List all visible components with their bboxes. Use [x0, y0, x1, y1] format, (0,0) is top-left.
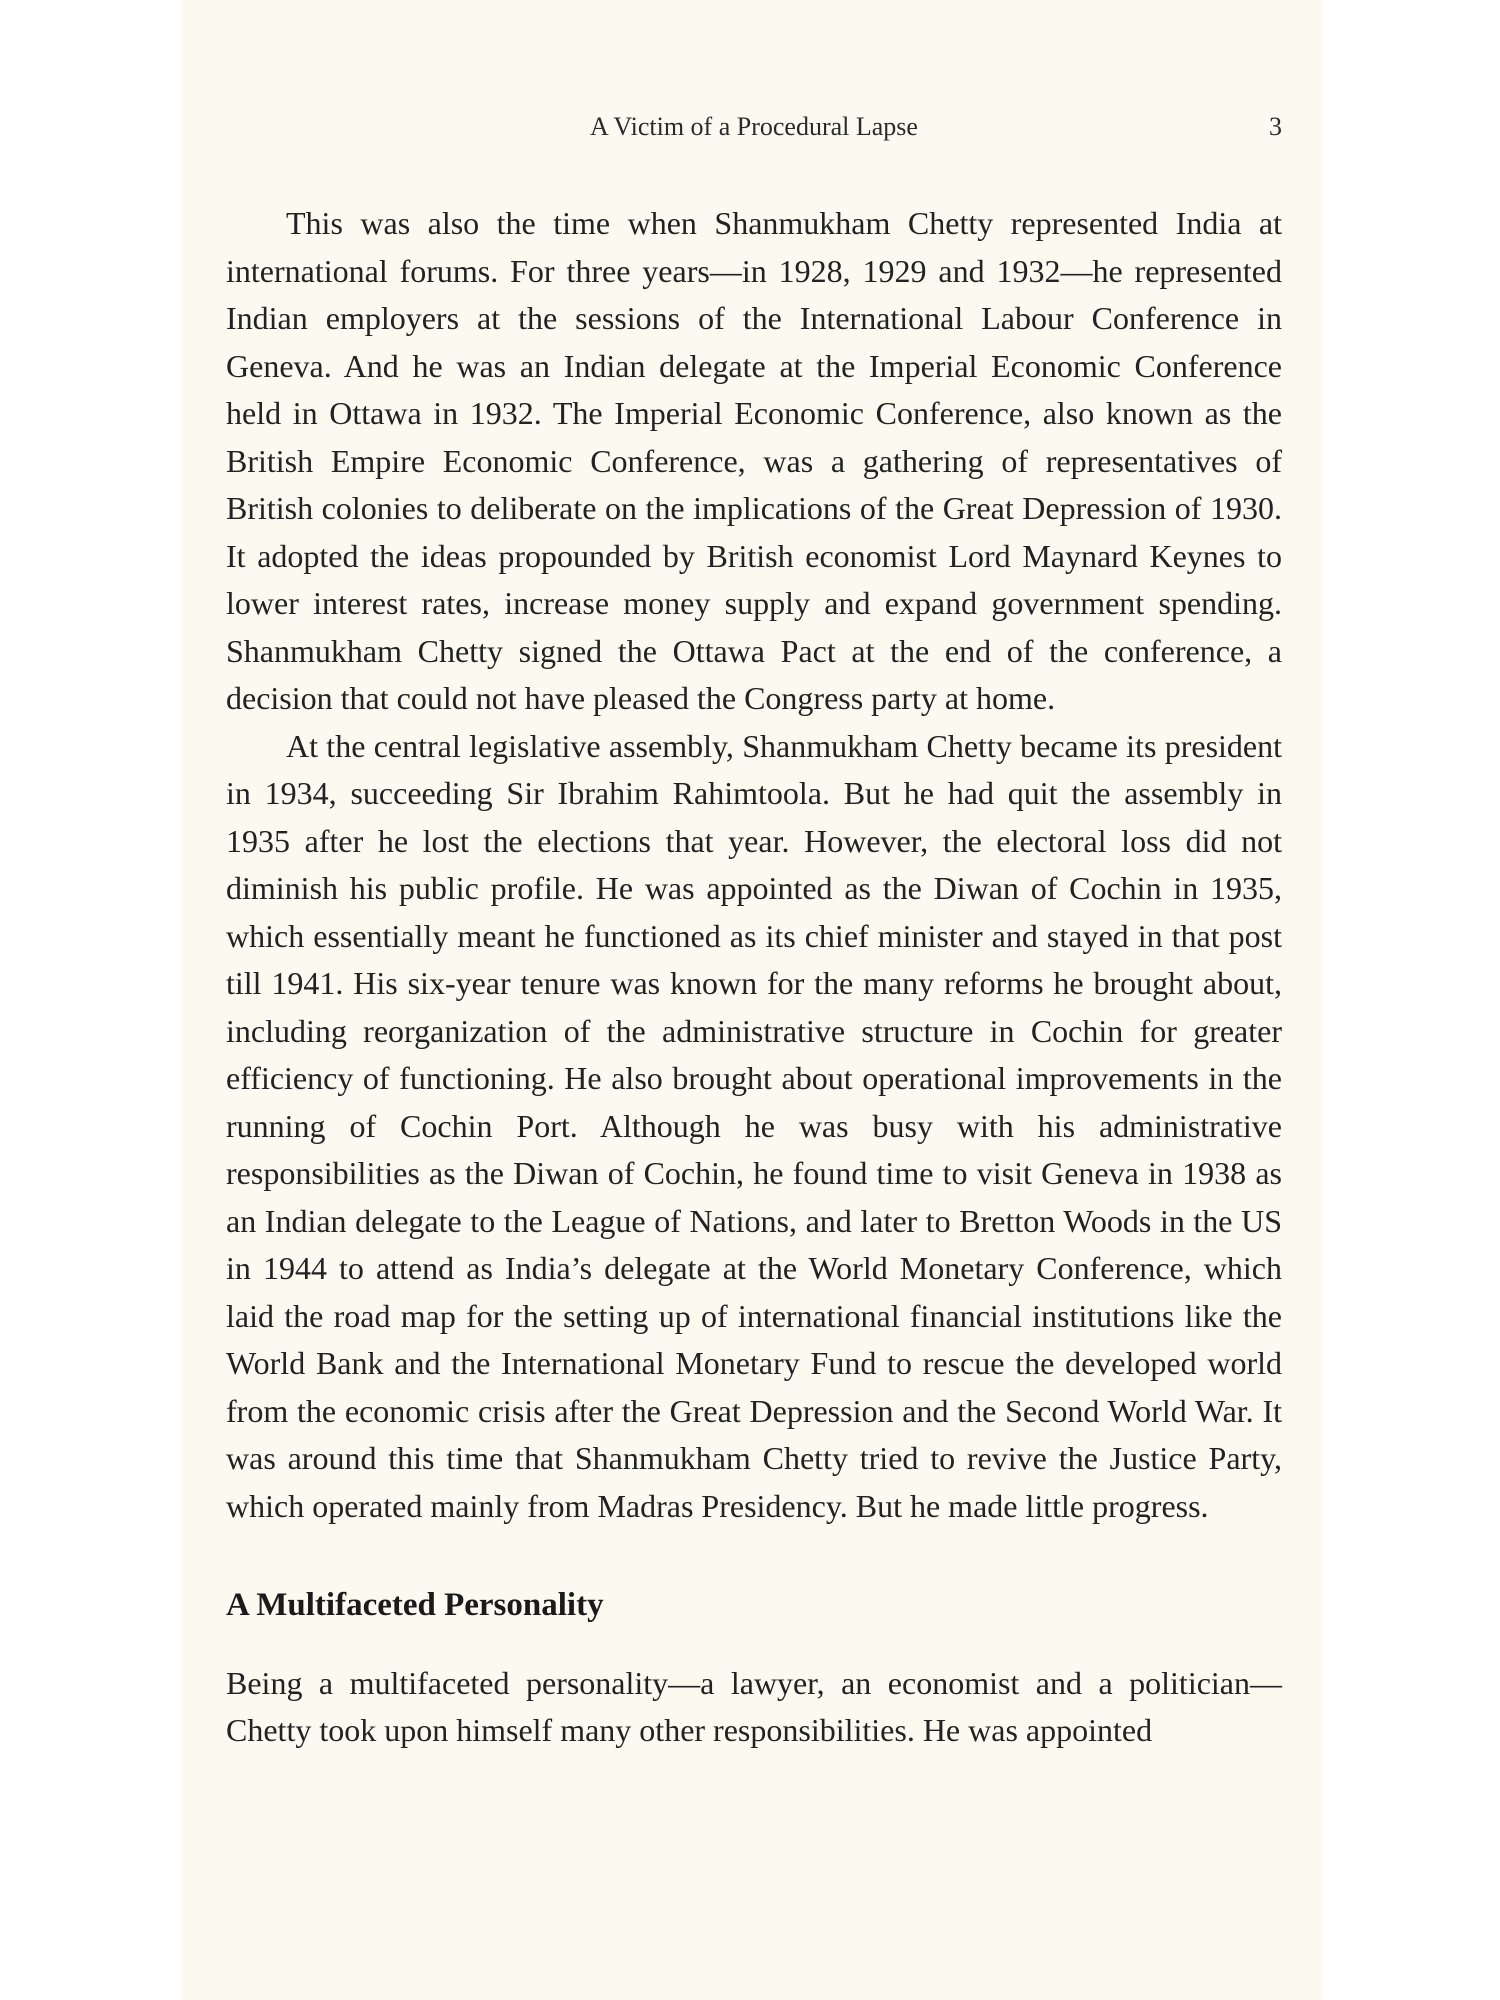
- body-text: [226, 200, 1282, 1755]
- paragraph: This was also the time when Shanmukham Chetty represented India at international forums. For three years—in 1928, 1929 and 1932—he represented Indian employers at the sessions of the International Labour Conference in Geneva. And he was an Indian delegate at the Imperial Economic Conference held in Ottawa in 1932. The Imperial Economic Conference, also known as the British Empire Economic Conference, was a gathering of representatives of British colonies to deliberate on the implications of the Great Depression of 1930. It adopted the ideas propounded by British economist Lord Maynard Keynes to lower interest rates, increase money supply and expand government spending. Shanmukham Chetty signed the Ottawa Pact at the end of the conference, a decision that could not have pleased the Congress party at home.: [226, 205, 1282, 716]
- page-number: 3: [1269, 112, 1282, 141]
- section-heading: A Multifaceted Personality: [226, 1587, 604, 1623]
- running-title: A Victim of a Procedural Lapse: [590, 112, 918, 141]
- paragraph: At the central legislative assembly, Shanmukham Chetty became its president in 1934, succeeding Sir Ibrahim Rahimtoola. But he had quit the assembly in 1935 after he lost the elections that year. However, the electoral loss did not diminish his public profile. He was appointed as the Diwan of Cochin in 1935, which essentially meant he functioned as its chief minister and stayed in that post till 1941. His six-year tenure was known for the many reforms he brought about, including reorganization of the administrative structure in Cochin for greater efficiency of functioning. He also brought about operational improvements in the running of Cochin Port. Although he was busy with his administrative responsibilities as the Diwan of Cochin, he found time to visit Geneva in 1938 as an Indian delegate to the League of Nations, and later to Bretton Woods in the US in 1944 to attend as India’s delegate at the World Monetary Conference, which laid the road map for the setting up of international financial institutions like the World Bank and the International Monetary Fund to rescue the developed world from the economic crisis after the Great Depression and the Second World War. It was around this time that Shanmukham Chetty tried to revive the Justice Party, which operated mainly from Madras Presidency. But he made little progress.: [226, 727, 1282, 1524]
- paragraph: Being a multifaceted personality—a lawyer, an economist and a politician—Chetty took upon himself many other responsibilities. He was appointed: [226, 1664, 1282, 1748]
- running-header: [226, 112, 1282, 148]
